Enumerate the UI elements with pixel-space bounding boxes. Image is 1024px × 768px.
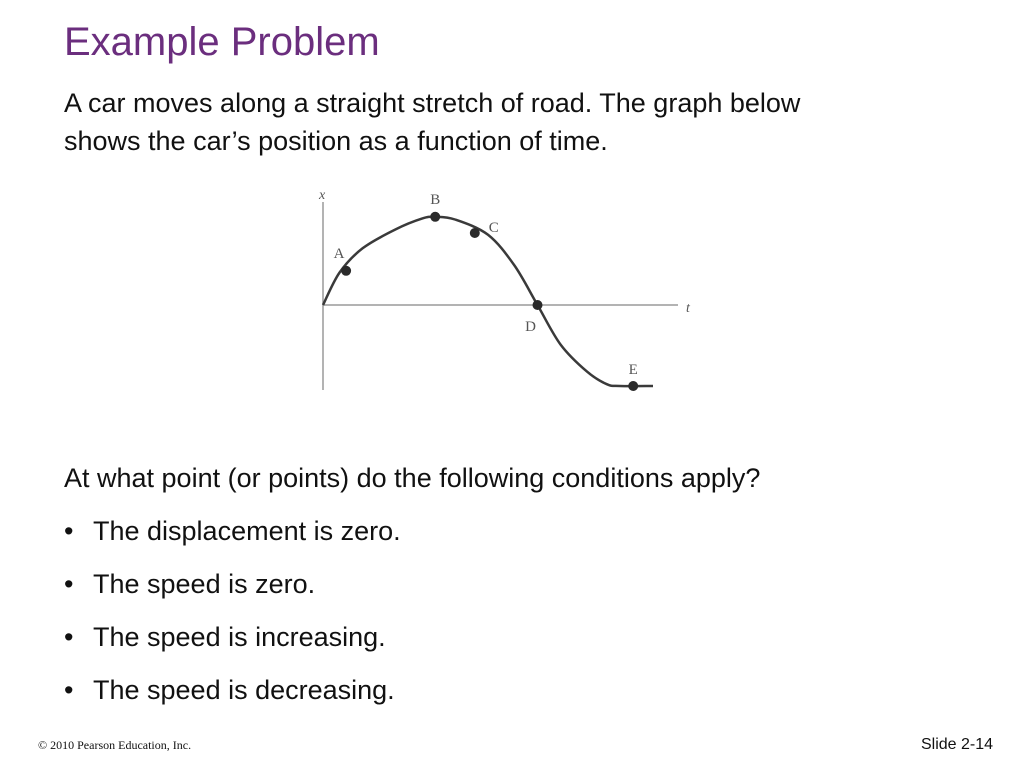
point-b-label: B [430,191,441,208]
problem-statement-line-1: A car moves along a straight stretch of road. The graph below [64,88,801,118]
point-a-label: A [333,245,345,262]
point-d-label: D [525,319,536,335]
axis-label-x: x [319,188,326,203]
bullet-glyph: • [64,675,74,705]
condition-text: The speed is zero. [93,569,316,599]
point-e-marker [628,381,638,391]
point-d-marker [533,300,543,310]
axis-label-t: t [686,301,690,316]
slide-number: Slide 2-14 [921,736,994,753]
bullet-glyph: • [64,569,74,599]
point-e-label: E [628,362,638,378]
marked-points [334,192,639,391]
condition-text: The displacement is zero. [93,516,401,546]
question-text: At what point (or points) do the following conditions apply? [64,463,761,493]
point-c-label: C [488,220,499,236]
slide-title: Example Problem [64,20,380,64]
copyright-notice: © 2010 Pearson Education, Inc. [38,738,192,752]
condition-text: The speed is increasing. [93,622,386,652]
point-b-marker [430,212,440,222]
bullet-glyph: • [64,516,74,546]
bullet-glyph: • [64,622,74,652]
point-a-marker [341,266,351,276]
point-c-marker [470,228,480,238]
condition-text: The speed is decreasing. [93,675,395,705]
position-curve [323,217,653,386]
problem-statement-line-2: shows the car’s position as a function of time. [64,126,608,156]
